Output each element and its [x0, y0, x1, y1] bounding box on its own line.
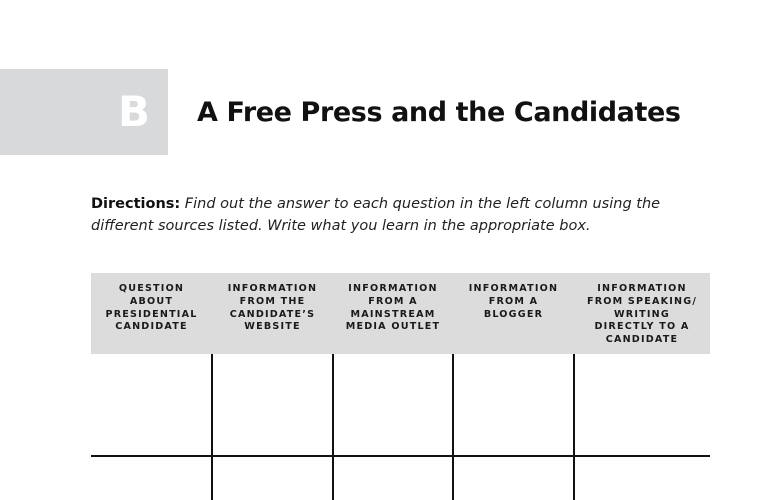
page-title: A Free Press and the Candidates — [197, 97, 681, 128]
column-header-speaking-writing: INFORMATION FROM SPEAKING/ WRITING DIRECTLY TO A CANDIDATE — [586, 283, 698, 346]
column-divider — [332, 354, 334, 500]
directions-paragraph — [91, 193, 721, 237]
column-divider — [573, 354, 575, 500]
column-divider — [211, 354, 213, 500]
column-header-blogger: INFORMATION FROM A BLOGGER — [468, 283, 559, 320]
directions-label: Directions: — [91, 196, 181, 212]
column-divider — [452, 354, 454, 500]
section-letter: B — [118, 87, 151, 136]
column-header-media-outlet: INFORMATION FROM A MAINSTREAM MEDIA OUTLET — [345, 283, 441, 333]
column-header-question: QUESTION ABOUT PRESIDENTIAL CANDIDATE — [105, 283, 198, 333]
column-header-website: INFORMATION FROM THE CANDIDATE’S WEBSITE — [227, 283, 318, 333]
directions-text: Find out the answer to each question in the left column using the different sources listed. Write what you learn in the appropriate box. — [91, 196, 661, 234]
row-divider — [91, 455, 710, 457]
